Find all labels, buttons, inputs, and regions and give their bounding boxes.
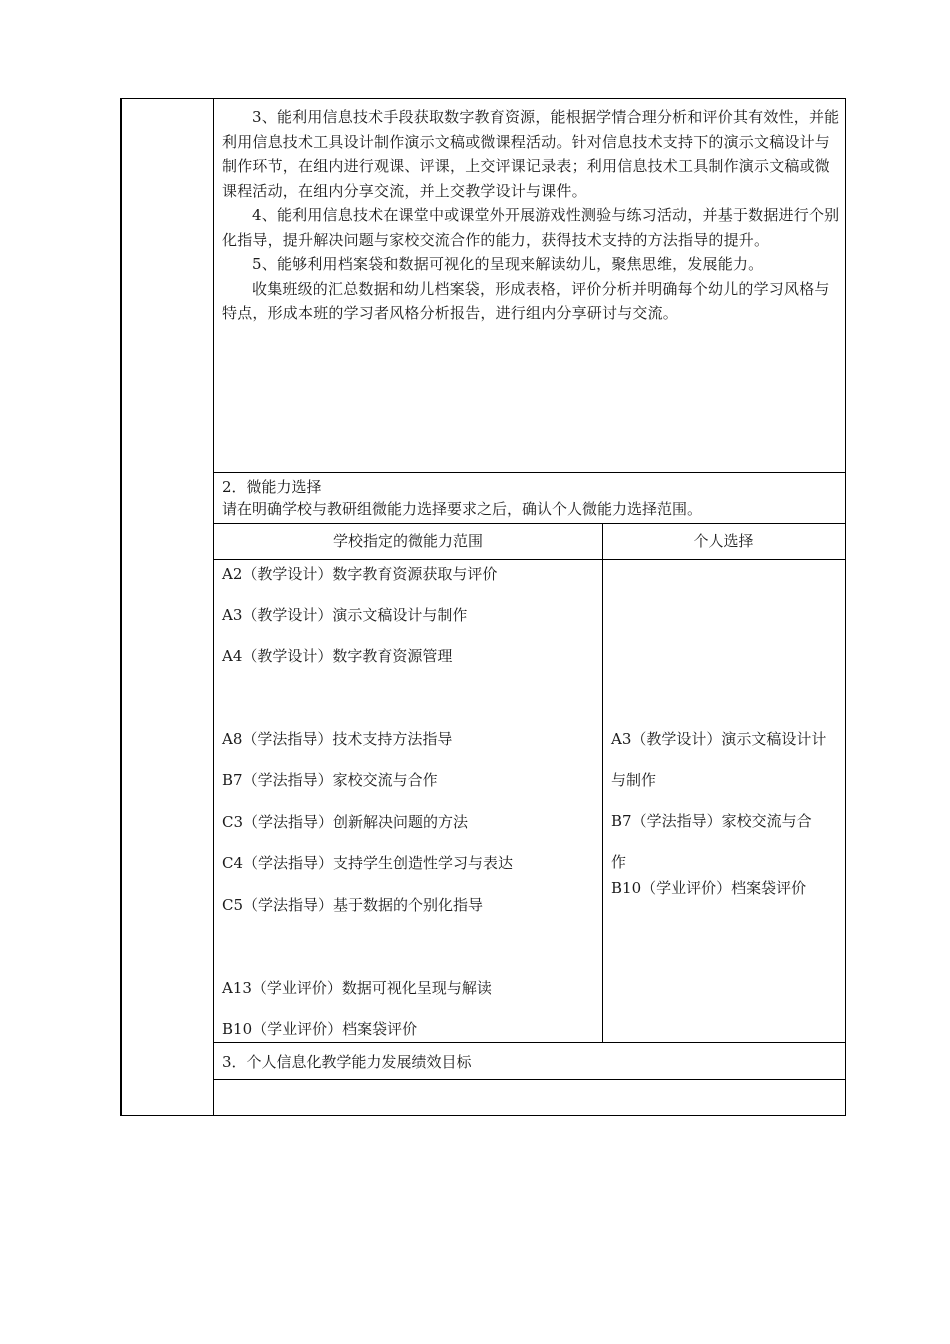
list-item: A3（教学设计）演示文稿设计与制作 — [222, 606, 468, 624]
list-item: 与制作 — [611, 771, 657, 789]
paragraph-5: 5、能够利用档案袋和数据可视化的呈现来解读幼儿，聚焦思维，发展能力。 — [252, 255, 764, 273]
section3-title: 3．个人信息化教学能力发展绩效目标 — [222, 1053, 472, 1071]
list-item: B7（学法指导）家校交流与合作 — [222, 771, 438, 789]
content-column — [214, 99, 845, 1115]
column-header-personal: 个人选择 — [693, 532, 754, 550]
plan-table — [120, 98, 846, 1116]
list-item: A8（学法指导）技术支持方法指导 — [222, 730, 453, 748]
list-item: A3（教学设计）演示文稿设计计 — [611, 730, 827, 748]
list-item: C5（学法指导）基于数据的个别化指导 — [222, 896, 484, 914]
list-item: C4（学法指导）支持学生创造性学习与表达 — [222, 854, 514, 872]
paragraph-4: 4、能利用信息技术在课堂中或课堂外开展游戏性测验与练习活动，并基于数据进行个别化指导，提升解决问题与家校交流合作的能力，获得技术支持的方法指导的提升。 — [222, 206, 840, 249]
divider-section2 — [214, 472, 845, 473]
column-divider — [602, 523, 603, 1042]
list-item: B10（学业评价）档案袋评价 — [611, 879, 807, 897]
divider-section3-body — [214, 1079, 845, 1080]
section2-instruction: 请在明确学校与教研组微能力选择要求之后，确认个人微能力选择范围。 — [222, 500, 703, 518]
paragraph-collect: 收集班级的汇总数据和幼儿档案袋，形成表格，评价分析并明确每个幼儿的学习风格与特点，形成本班的学习者风格分析报告，进行组内分享研讨与交流。 — [222, 279, 830, 322]
paragraph-3: 3、能利用信息技术手段获取数字教育资源，能根据学情合理分析和评价其有效性，并能利用信息技术工具设计制作演示文稿或微课程活动。针对信息技术支持下的演示文稿设计与制作环节，在组内进行观课、评课，上交评课记录表；利用信息技术工具制作演示文稿或微课程活动，在组内分享交流，并上交教学设计与课件。 — [222, 108, 840, 200]
section2-title: 2．微能力选择 — [222, 478, 322, 496]
divider-table-body — [214, 559, 845, 560]
list-item: A2（教学设计）数字教育资源获取与评价 — [222, 565, 498, 583]
list-item: C3（学法指导）创新解决问题的方法 — [222, 813, 469, 831]
divider-section3 — [214, 1042, 845, 1043]
section1-text — [222, 105, 841, 326]
section2-header — [222, 476, 841, 520]
column-header-school: 学校指定的微能力范围 — [332, 532, 483, 550]
list-item: B10（学业评价）档案袋评价 — [222, 1020, 418, 1038]
personal-choice-list — [611, 719, 837, 899]
list-item: A13（学业评价）数据可视化呈现与解读 — [222, 979, 492, 997]
list-item: B7（学法指导）家校交流与合 — [611, 812, 812, 830]
list-item: 作 — [611, 853, 627, 871]
row-label-column — [122, 99, 214, 1115]
list-item: A4（教学设计）数字教育资源管理 — [222, 647, 453, 665]
